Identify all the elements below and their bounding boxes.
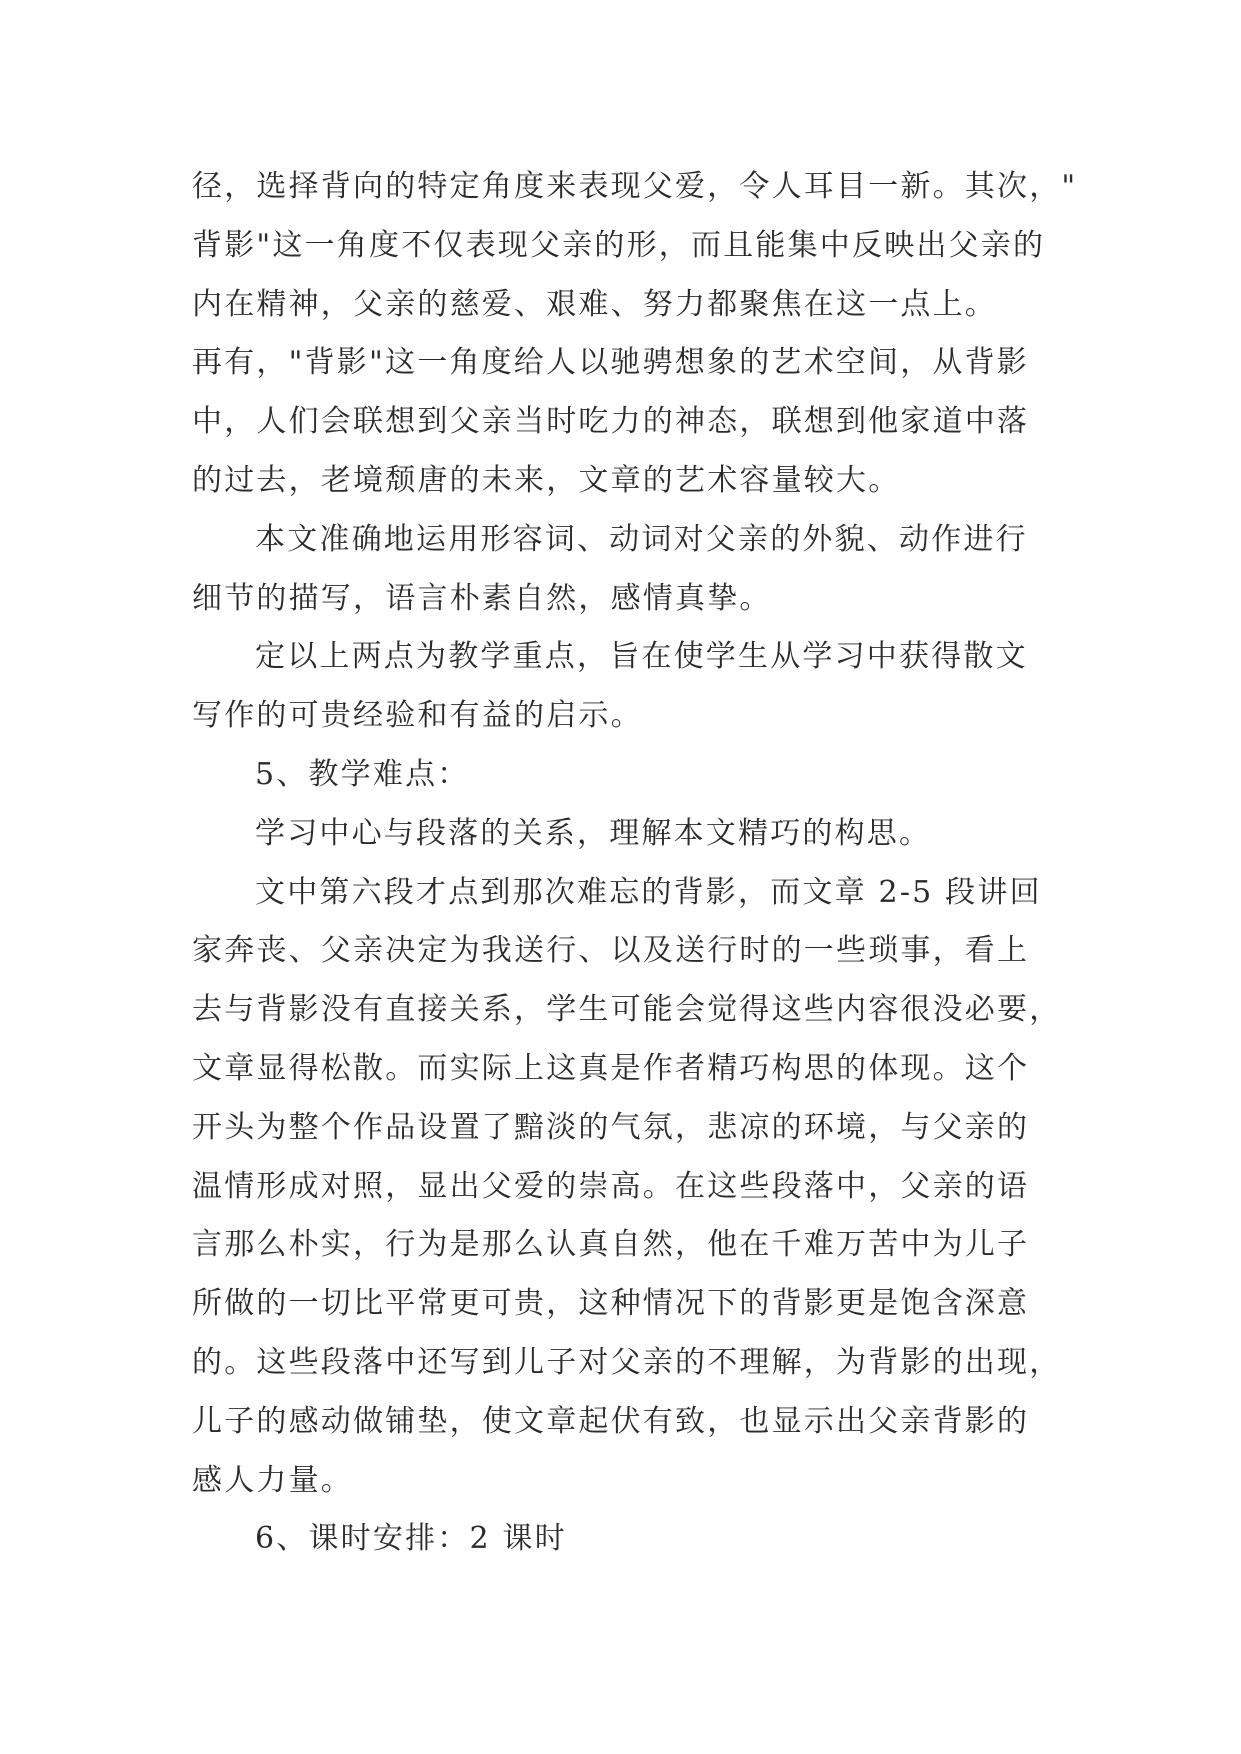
text-line: 所做的一切比平常更可贵，这种情况下的背影更是饱含深意 <box>192 1286 1030 1322</box>
section-heading-teaching-difficulty: 5、教学难点： <box>255 756 470 792</box>
text-line: 温情形成对照，显出父爱的崇高。在这些段落中，父亲的语 <box>192 1168 1030 1204</box>
paragraph-start-line: 本文准确地运用形容词、动词对父亲的外貌、动作进行 <box>255 521 1028 557</box>
paragraph-start-line: 定以上两点为教学重点，旨在使学生从学习中获得散文 <box>255 639 1028 675</box>
text-line: 再有，"背影"这一角度给人以驰骋想象的艺术空间，从背影 <box>192 345 1029 381</box>
text-line: 言那么朴实，行为是那么认真自然，他在千难万苦中为儿子 <box>192 1227 1030 1263</box>
document-body <box>192 158 1078 1569</box>
text-line: 背影"这一角度不仅表现父亲的形，而且能集中反映出父亲的 <box>192 227 1046 263</box>
text-line: 内在精神，父亲的慈爱、艰难、努力都聚焦在这一点上。 <box>192 286 997 322</box>
section-heading-class-schedule: 6、课时安排：2 课时 <box>255 1521 567 1557</box>
text-line: 开头为整个作品设置了黯淡的气氛，悲凉的环境，与父亲的 <box>192 1109 1030 1145</box>
text-line: 细节的描写，语言朴素自然，感情真挚。 <box>192 580 772 616</box>
text-line: 文章显得松散。而实际上这真是作者精巧构思的体现。这个 <box>192 1050 1030 1086</box>
paragraph-start-line: 学习中心与段落的关系，理解本文精巧的构思。 <box>255 815 932 851</box>
paragraph-start-line: 文中第六段才点到那次难忘的背影，而文章 2-5 段讲回 <box>255 874 1042 910</box>
text-line: 的过去，老境颓唐的未来，文章的艺术容量较大。 <box>192 462 901 498</box>
text-line: 感人力量。 <box>192 1462 353 1498</box>
text-line: 儿子的感动做铺垫，使文章起伏有致，也显示出父亲背影的 <box>192 1403 1030 1439</box>
text-line: 径，选择背向的特定角度来表现父爱，令人耳目一新。其次，" <box>192 169 1078 204</box>
text-line: 的。这些段落中还写到儿子对父亲的不理解，为背影的出现， <box>192 1344 1062 1380</box>
text-line: 写作的可贵经验和有益的启示。 <box>192 698 643 734</box>
text-line: 家奔丧、父亲决定为我送行、以及送行时的一些琐事，看上 <box>192 933 1030 969</box>
text-line: 去与背影没有直接关系，学生可能会觉得这些内容很没必要， <box>192 992 1062 1028</box>
text-line: 中，人们会联想到父亲当时吃力的神态，联想到他家道中落 <box>192 404 1030 440</box>
